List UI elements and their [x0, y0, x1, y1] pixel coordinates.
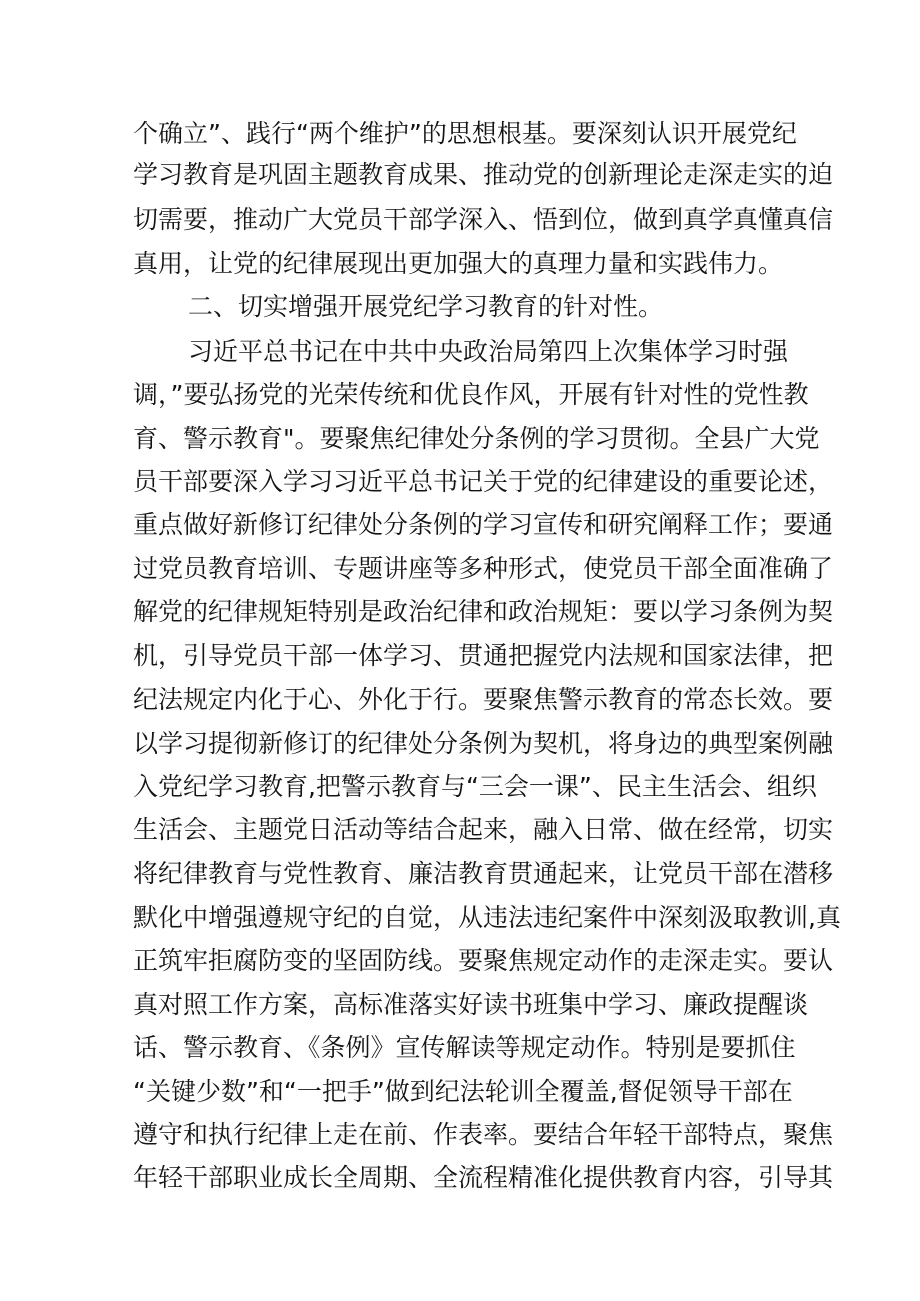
- section-heading: 二、切实增强开展党纪学习教育的针对性。: [188, 292, 664, 321]
- text-line: 纪法规定内化于心、外化于行。要聚焦警示教育的常态长效。要: [133, 685, 834, 714]
- text-line: 机，引导党员干部一体学习、贯通把握党内法规和国家法律，把: [133, 641, 834, 670]
- text-line: 学习教育是巩固主题教育成果、推动党的创新理论走深走实的迫: [133, 160, 834, 189]
- paragraph-first-line: 习近平总书记在中共中央政治局第四上次集体学习时强: [188, 337, 789, 366]
- text-line: 真对照工作方案，高标准落实好读书班集中学习、廉政提醒谈: [133, 990, 809, 1019]
- text-line: 以学习提彻新修订的纪律处分条例为契机，将身边的典型案例融: [133, 729, 834, 758]
- text-line: 切需要，推动广大党员干部学深入、悟到位，做到真学真懂真信: [133, 205, 834, 234]
- text-line: 解党的纪律规矩特别是政治纪律和政治规矩：要以学习条例为契: [133, 597, 834, 626]
- text-line: 过党员教育培训、专题讲座等多种形式，使党员干部全面准确了: [133, 554, 834, 583]
- text-line: 生活会、主题党日活动等结合起来，融入日常、做在经常，切实: [133, 815, 834, 844]
- text-line: 正筑牢拒腐防变的坚固防线。要聚焦规定动作的走深走实。要认: [133, 946, 834, 975]
- text-line: 真用，让党的纪律展现出更加强大的真理力量和实践伟力。: [133, 249, 784, 278]
- text-line: 将纪律教育与党性教育、廉洁教育贯通起来，让党员干部在潜移: [133, 859, 834, 888]
- text-line: 员干部要深入学习习近平总书记关于党的纪律建设的重要论述，: [133, 467, 834, 496]
- text-line: 调，”要弘扬党的光荣传统和优良作风，开展有针对性的党性教: [133, 380, 809, 409]
- text-line: 年轻干部职业成长全周期、全流程精准化提供教育内容，引导其: [133, 1163, 834, 1192]
- text-line: 遵守和执行纪律上走在前、作表率。要结合年轻干部特点，聚焦: [133, 1120, 834, 1149]
- text-line: 入党纪学习教育,把警示教育与“三会一课”、民主生活会、组织: [133, 772, 817, 801]
- text-line: “关键少数”和“一把手”做到纪法轮训全覆盖,督促领导干部在: [133, 1077, 793, 1106]
- text-line: 重点做好新修订纪律处分条例的学习宣传和研究阐释工作；要通: [133, 510, 834, 539]
- text-line: 话、警示教育、《条例》宣传解读等规定动作。特别是要抓住: [133, 1033, 796, 1062]
- text-line: 默化中增强遵规守纪的自觉，从违法违纪案件中深刻汲取教训,真: [133, 903, 841, 932]
- text-line: 个确立”、践行“两个维护”的思想根基。要深刻认识开展党纪: [133, 119, 797, 148]
- text-line: 育、警示教育"。要聚焦纪律处分条例的学习贯彻。全县广大党: [133, 424, 820, 453]
